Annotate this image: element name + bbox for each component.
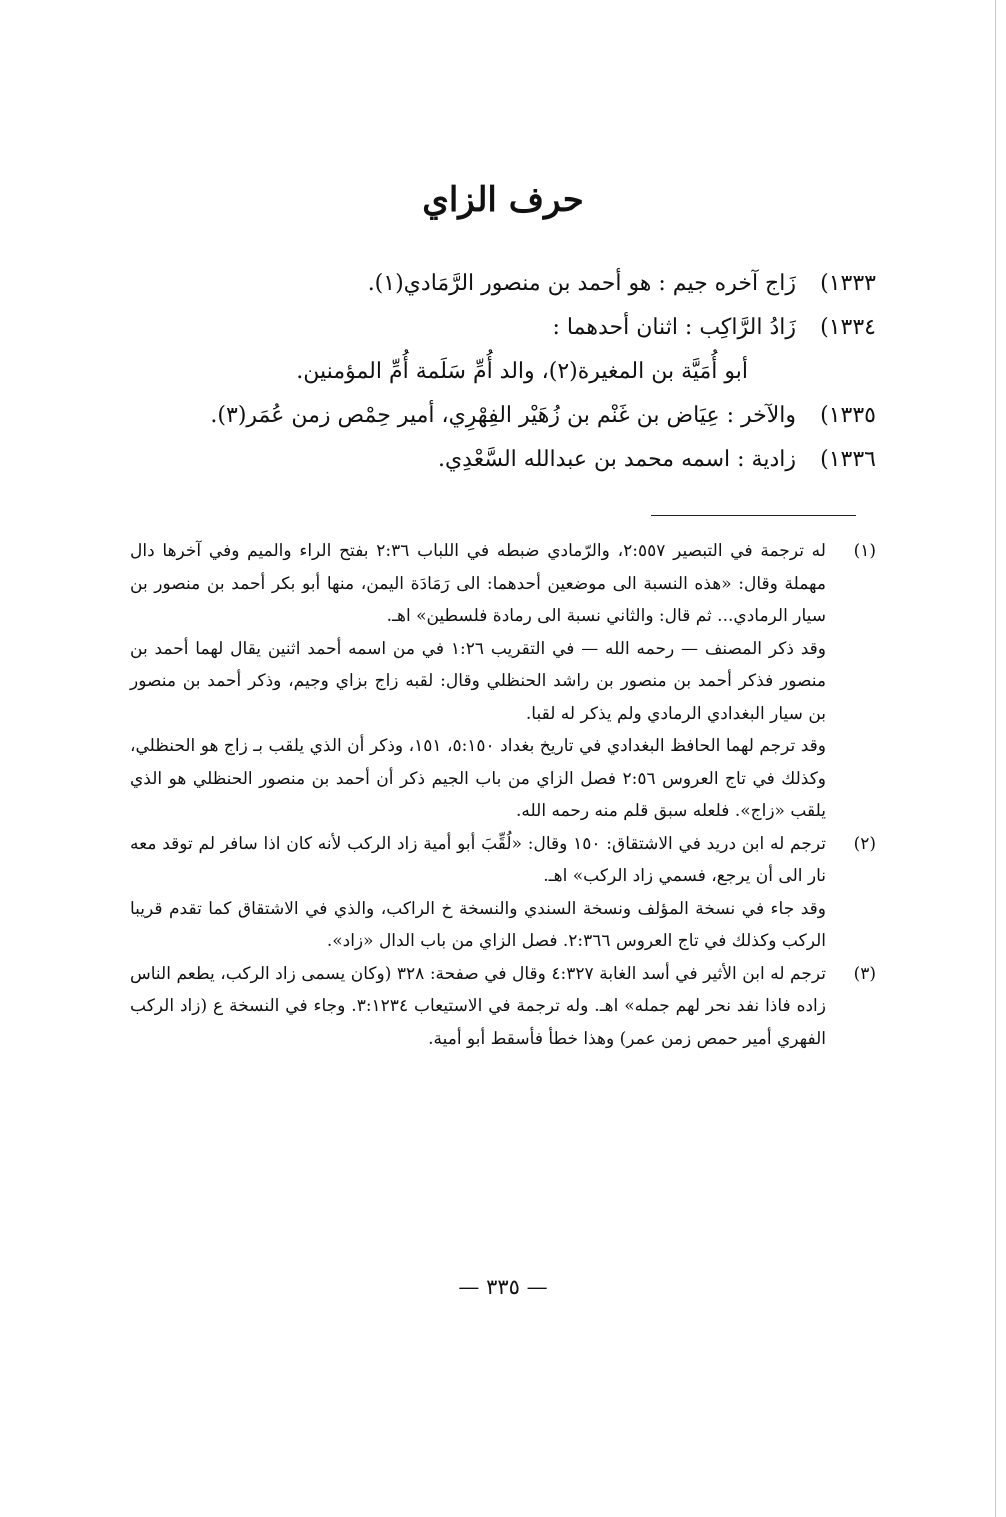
entry-text: زَاج آخره جيم : هو أحمد بن منصور الرَّمَادي(١). — [367, 271, 796, 296]
entry-number: ١٣٣٥) — [820, 403, 876, 428]
entry-text: زادية : اسمه محمد بن عبدالله السَّعْدِي. — [437, 447, 796, 472]
footnote-paragraph: ترجم له ابن الأثير في أسد الغابة ٤:٣٢٧ وقال في صفحة: ٣٢٨ (وكان يسمى زاد الركب، يطعم الناس زاده فاذا نفد نحر لهم جمله» اهـ. وله ترجمة في الاستيعاب ٣:١٢٣٤. وجاء في النسخة ع (زاد الركب الفهري أمير حمص زمن عمر) وهذا خطأ فأسقط أبو أمية. — [130, 963, 826, 1049]
entry-number: ١٣٣٣) — [820, 271, 876, 296]
entries-list — [140, 262, 876, 482]
footnote-2 — [130, 828, 876, 958]
footnotes — [130, 535, 876, 1055]
page-title: حرف الزاي — [422, 180, 584, 220]
footnote-paragraph: ترجم له ابن دريد في الاشتقاق: ١٥٠ وقال: «لُقِّبَ أبو أمية زاد الركب لأنه كان اذا سافر لم توقد معه نار الى أن يرجع، فسمي زاد الركب» اهـ. — [130, 833, 826, 886]
entry-1334-continuation — [140, 350, 876, 394]
entry-text: زَادُ الرَّاكِب : اثنان أحدهما : — [552, 315, 796, 340]
footnote-paragraph: وقد ذكر المصنف — رحمه الله — في التقريب ١:٢٦ في من اسمه أحمد اثنين يقال لهما أحمد بن منصور فذكر أحمد بن منصور بن راشد الحنظلي وقال: لقبه زاج بزاي وجيم، وذكر أحمد بن منصور بن سيار البغدادي الرمادي ولم يذكر له لقبا. — [130, 638, 826, 724]
entry-text: والآخر : عِيَاض بن غَنْم بن زُهَيْر الفِهْرِي، أمير حِمْص زمن عُمَر(٣). — [210, 403, 796, 428]
footnote-body — [130, 828, 826, 958]
entry-text: أبو أُمَيَّة بن المغيرة(٢)، والد أُمِّ سَلَمة أُمِّ المؤمنين. — [296, 359, 748, 384]
entry-number: ١٣٣٦) — [820, 447, 876, 472]
footnote-1 — [130, 535, 876, 828]
entry-1333 — [140, 262, 876, 306]
entry-1336 — [140, 438, 876, 482]
footnote-body — [130, 535, 826, 828]
footnote-number: (١) — [853, 541, 876, 561]
footnote-paragraph: وقد جاء في نسخة المؤلف ونسخة السندي والنسخة خ الراكب، والذي في الاشتقاق كما تقدم قريبا الركب وكذلك في تاج العروس ٢:٣٦٦. فصل الزاي من باب الدال «زاد». — [130, 898, 826, 951]
footnote-number: (٢) — [853, 833, 876, 854]
footnote-separator — [651, 515, 856, 516]
footnote-3 — [130, 958, 876, 1056]
footnote-paragraph: وقد ترجم لهما الحافظ البغدادي في تاريخ بغداد ٥:١٥٠، ١٥١، وذكر أن الذي يلقب بـ زاج هو الحنظلي، وكذلك في تاج العروس ٢:٥٦ فصل الزاي من باب الجيم ذكر أن أحمد بن منصور الحنظلي هو الذي يلقب «زاج». فلعله سبق قلم منه رحمه الله. — [130, 736, 826, 821]
footnote-number: (٣) — [853, 963, 876, 984]
entry-number: ١٣٣٤) — [820, 315, 876, 340]
footnote-paragraph: له ترجمة في التبصير ٢:٥٥٧، والرّمادي ضبطه في اللباب ٢:٣٦ بفتح الراء والميم وفي آخرها دال مهملة وقال: «هذه النسبة الى موضعين أحدهما: الى رَمَادَة اليمن، منها أبو بكر أحمد بن منصور بن سيار الرمادي... ثم قال: والثاني نسبة الى رمادة فلسطين» اهـ. — [130, 541, 826, 626]
entry-1334 — [140, 306, 876, 350]
entry-1335 — [140, 394, 876, 438]
footnote-body — [130, 958, 826, 1056]
page-number: — ٣٣٥ — — [458, 1275, 548, 1299]
